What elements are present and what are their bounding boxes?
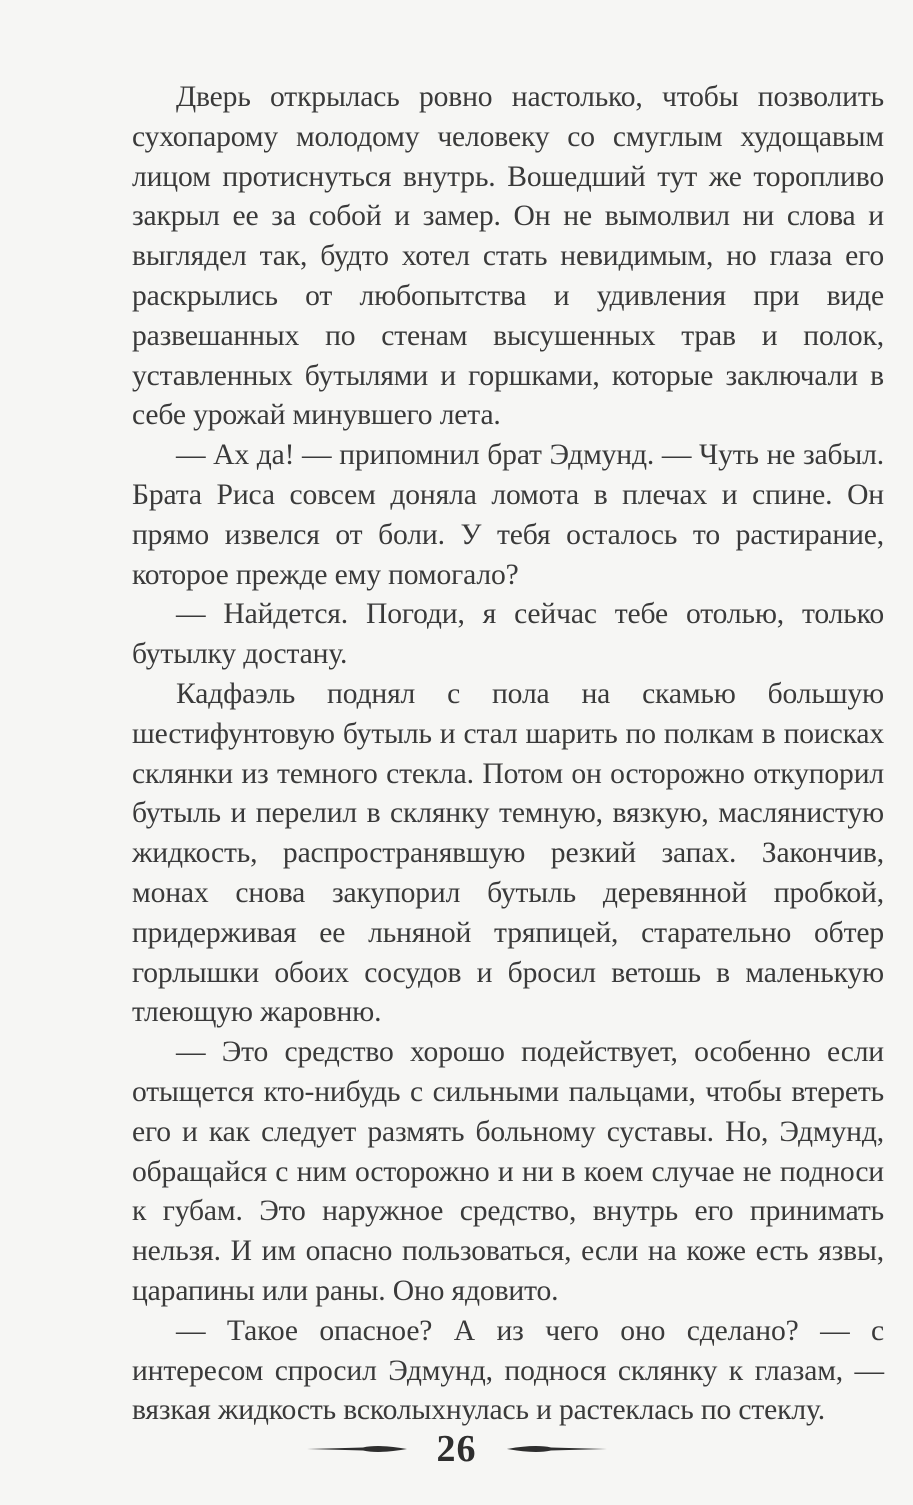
right-ornament-icon: [507, 1441, 607, 1457]
page-number: 26: [436, 1428, 477, 1470]
page-body: [132, 78, 884, 1431]
paragraph-3: — Найдется. Погоди, я сейчас тебе отолью, только бутылку достану.: [132, 598, 884, 671]
left-ornament-icon: [307, 1441, 407, 1457]
paragraph-6: — Такое опасное? А из чего оно сделано? — с интересом спросил Эдмунд, поднося склянку к глазам, — вязкая жидкость всколыхнулась и растеклась по стеклу.: [132, 1314, 884, 1427]
paragraph-5: — Это средство хорошо подействует, особенно если отыщется кто-нибудь с сильными пальцами, чтобы втереть его и как следует размять больному суставы. Но, Эдмунд, обращайся с ним осторожно и ни в коем случае не подноси к губам. Это наружное средство, внутрь его принимать нельзя. И им опасно пользоваться, если на коже есть язвы, царапины или раны. Оно ядовито.: [132, 1036, 884, 1307]
paragraph-4: Кадфаэль поднял с пола на скамью большую шестифунтовую бутыль и стал шарить по полкам в поисках склянки из темного стекла. Потом он осторожно откупорил бутыль и перелил в склянку темную, вязкую, маслянистую жидкость, распространявшую резкий запах. Закончив, монах снова закупорил бутыль деревянной пробкой, придерживая ее льняной тряпицей, старательно обтер горлышки обоих сосудов и бросил ветошь в маленькую тлеющую жаровню.: [132, 677, 884, 1029]
paragraph-1: Дверь открылась ровно настолько, чтобы позволить сухопарому молодому человеку со смуглым худощавым лицом протиснуться внутрь. Вошедший тут же торопливо закрыл ее за собой и замер. Он не вымолвил ни слова и выглядел так, будто хотел стать невидимым, но глаза его раскрылись от любопытства и удивления при виде развешанных по стенам высушенных трав и полок, уставленных бутылями и горшками, которые заключали в себе урожай минувшего лета.: [132, 81, 884, 432]
page-footer: [0, 1427, 913, 1471]
paragraph-2: — Ах да! — припомнил брат Эдмунд. — Чуть не забыл. Брата Риса совсем доняла ломота в плечах и спине. Он прямо извелся от боли. У тебя осталось то растирание, которое прежде ему помогало?: [132, 439, 884, 591]
